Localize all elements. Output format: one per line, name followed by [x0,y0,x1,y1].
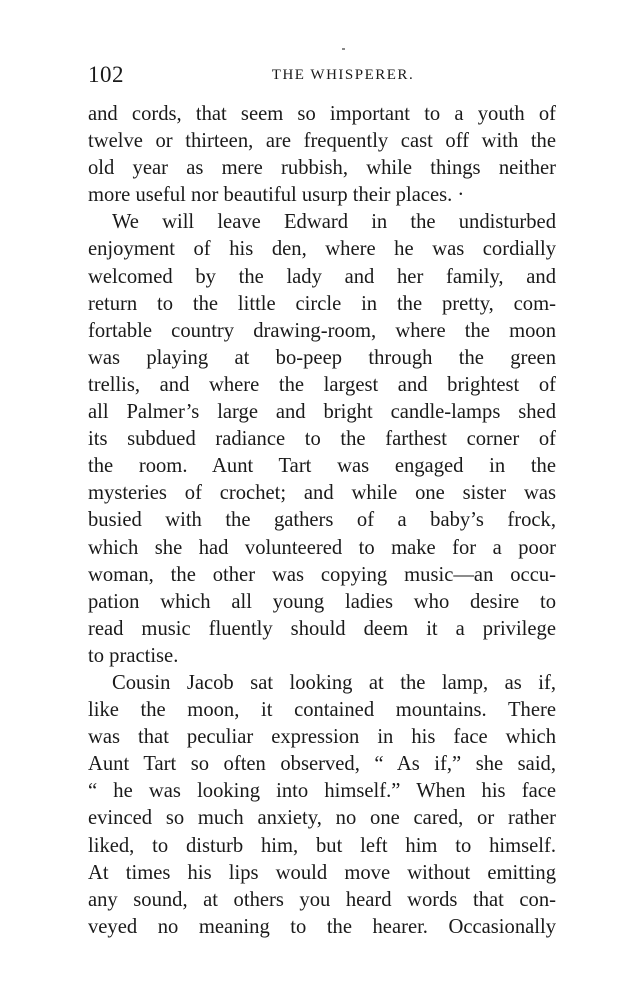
text-line: veyed no meaning to the hearer. Occasionally [88,915,556,938]
print-speck [342,48,345,50]
text-line: read music fluently should deem it a privilege [88,617,556,640]
text-line: and cords, that seem so important to a youth of [88,103,556,125]
text-line: fortable country drawing-room, where the moon [88,319,556,342]
text-line: was that peculiar expression in his face which [88,726,556,749]
text-line: liked, to disturb him, but left him to himself. [88,834,556,857]
running-head: THE WHISPERER. [271,67,415,83]
text-line: welcomed by the lady and her family, and [88,265,556,288]
text-line: all Palmer’s large and bright candle-lamps shed [88,401,556,424]
text-line: Aunt Tart so often observed, “ As if,” she said, [88,753,556,776]
text-line: the room. Aunt Tart was engaged in the [88,455,556,478]
text-line: old year as mere rubbish, while things neither [88,157,556,180]
text-line: We will leave Edward in the undisturbed [112,211,556,234]
page-number: 102 [88,62,124,87]
text-line: At times his lips would move without emitting [88,861,556,884]
text-line: more useful nor beautiful usurp their places. · [88,184,465,207]
text-line: trellis, and where the largest and brightest of [88,373,556,396]
text-line: was playing at bo-peep through the green [88,346,556,369]
text-line: “ he was looking into himself.” When his face [88,780,556,803]
text-line: any sound, at others you heard words that con- [88,888,556,911]
text-line: like the moon, it contained mountains. There [88,699,556,722]
body-text [88,101,556,941]
page-header [88,62,558,92]
text-line: enjoyment of his den, where he was cordially [88,238,556,261]
text-line: mysteries of crochet; and while one sister was [88,482,556,505]
text-line: Cousin Jacob sat looking at the lamp, as if, [112,671,556,694]
text-line: woman, the other was copying music—an occu- [88,563,556,586]
text-line: its subdued radiance to the farthest corner of [88,428,556,451]
text-line: evinced so much anxiety, no one cared, or rather [88,807,556,830]
text-line: return to the little circle in the pretty, com- [88,292,556,315]
text-line: to practise. [88,644,179,667]
text-line: which she had volunteered to make for a poor [88,536,556,559]
text-line: pation which all young ladies who desire to [88,590,556,613]
text-line: twelve or thirteen, are frequently cast off with the [88,130,556,153]
text-line: busied with the gathers of a baby’s frock, [88,509,556,532]
